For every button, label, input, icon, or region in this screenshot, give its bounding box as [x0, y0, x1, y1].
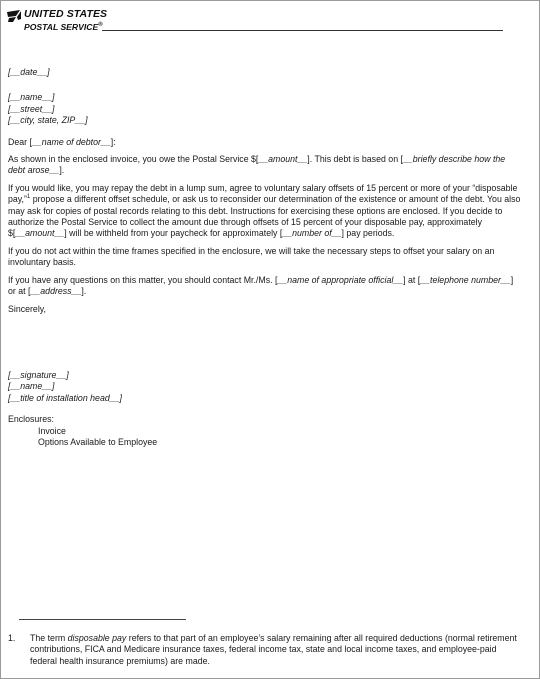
footnote-text-a: The term: [30, 633, 68, 643]
signer-title-field: [__title of installation head__]: [8, 392, 122, 403]
footnote-separator: [19, 619, 186, 620]
p2-number-field: __number of__: [282, 228, 342, 239]
p1-text-a: As shown in the enclosed invoice, you owe the Postal Service $[: [8, 154, 259, 165]
paragraph-debt-notice: [8, 154, 523, 177]
header-rule: [102, 30, 503, 31]
enclosure-item: Invoice: [38, 425, 66, 436]
letter-body: [8, 67, 528, 448]
paragraph-repayment-options: [8, 183, 523, 240]
footnote-text: [30, 633, 523, 667]
p2-amount-field: __amount__: [15, 228, 65, 239]
logo-text-postal-service-label: POSTAL SERVICE: [24, 22, 99, 32]
closing: Sincerely,: [8, 303, 46, 314]
date-field: [__date__]: [8, 67, 50, 77]
salutation-suffix: ]:: [110, 136, 116, 147]
enclosures-label: Enclosures:: [8, 414, 54, 425]
p2-text-a: If you would like, you may repay the debt in a lump sum, agree to voluntary salary offsets of 15 percent or more of your “disposable pay,”: [8, 182, 518, 205]
p4-text-g: ].: [81, 286, 87, 297]
registered-mark: ®: [98, 22, 103, 29]
p4-official-field: __name of appropriate official__: [277, 274, 404, 285]
p2-text-b: propose a different offset schedule, or ask us to reconsider our determination of the existence or amount of the debt. You also may ask for copies of postal records relating to this debt. Instructions for exercising these options are enclosed. If you decide to authorize the Postal Service to collect the amount due through offsets of 15 percent of your disposable pay, approximately $[: [8, 194, 521, 239]
footnote-text-c: refers to that part of an employee’s salary remaining after all required deductions (normal retirement contributions, FICA and Medicare insurance taxes, federal income tax, state and local income taxes, and employee-paid federal health insurance premiums) are made.: [30, 633, 517, 666]
p2-text-f: ] pay periods.: [341, 228, 395, 239]
p1-debt-reason-field: __briefly describe how the debt arose__: [8, 154, 506, 176]
recipient-street: [__street__]: [8, 103, 55, 114]
recipient-city-state-zip: [__city, state, ZIP__]: [8, 115, 88, 126]
p4-text-e: ] or at [: [8, 274, 514, 297]
signer-name-field: [__name__]: [8, 381, 55, 392]
logo-text-united-states: UNITED STATES: [24, 8, 108, 20]
footnote: [8, 633, 523, 667]
footnote-ref: 1: [26, 194, 31, 201]
p4-telephone-field: __telephone number__: [420, 274, 511, 285]
letterhead: [7, 9, 533, 39]
enclosure-item: Options Available to Employee: [38, 436, 158, 447]
usps-eagle-logo-icon: [7, 9, 21, 23]
p2-text-d: ] will be withheld from your paycheck for approximately [: [64, 228, 283, 239]
p1-text-c: ]. This debt is based on [: [307, 154, 403, 165]
logo-text-postal-service: [24, 22, 103, 33]
salutation: [8, 137, 523, 148]
p1-text-e: ].: [59, 165, 65, 176]
p4-text-c: ] at [: [403, 274, 421, 285]
salutation-debtor-field: __name of debtor__: [31, 136, 111, 147]
footnote-number: 1.: [8, 633, 16, 643]
signature-field: [__signature__]: [8, 369, 69, 380]
paragraph-contact: [8, 275, 523, 298]
p4-address-field: __address__: [30, 286, 82, 297]
paragraph-involuntary-offset: If you do not act within the time frames specified in the enclosure, we will take the necessary steps to offset your salary on an involuntary basis.: [8, 245, 495, 268]
salutation-prefix: Dear [: [8, 136, 32, 147]
recipient-name: [__name__]: [8, 92, 55, 103]
p4-text-a: If you have any questions on this matter, you should contact Mr./Ms. [: [8, 274, 278, 285]
footnote-term: disposable pay: [67, 633, 127, 643]
p1-amount-field: __amount__: [258, 154, 308, 165]
